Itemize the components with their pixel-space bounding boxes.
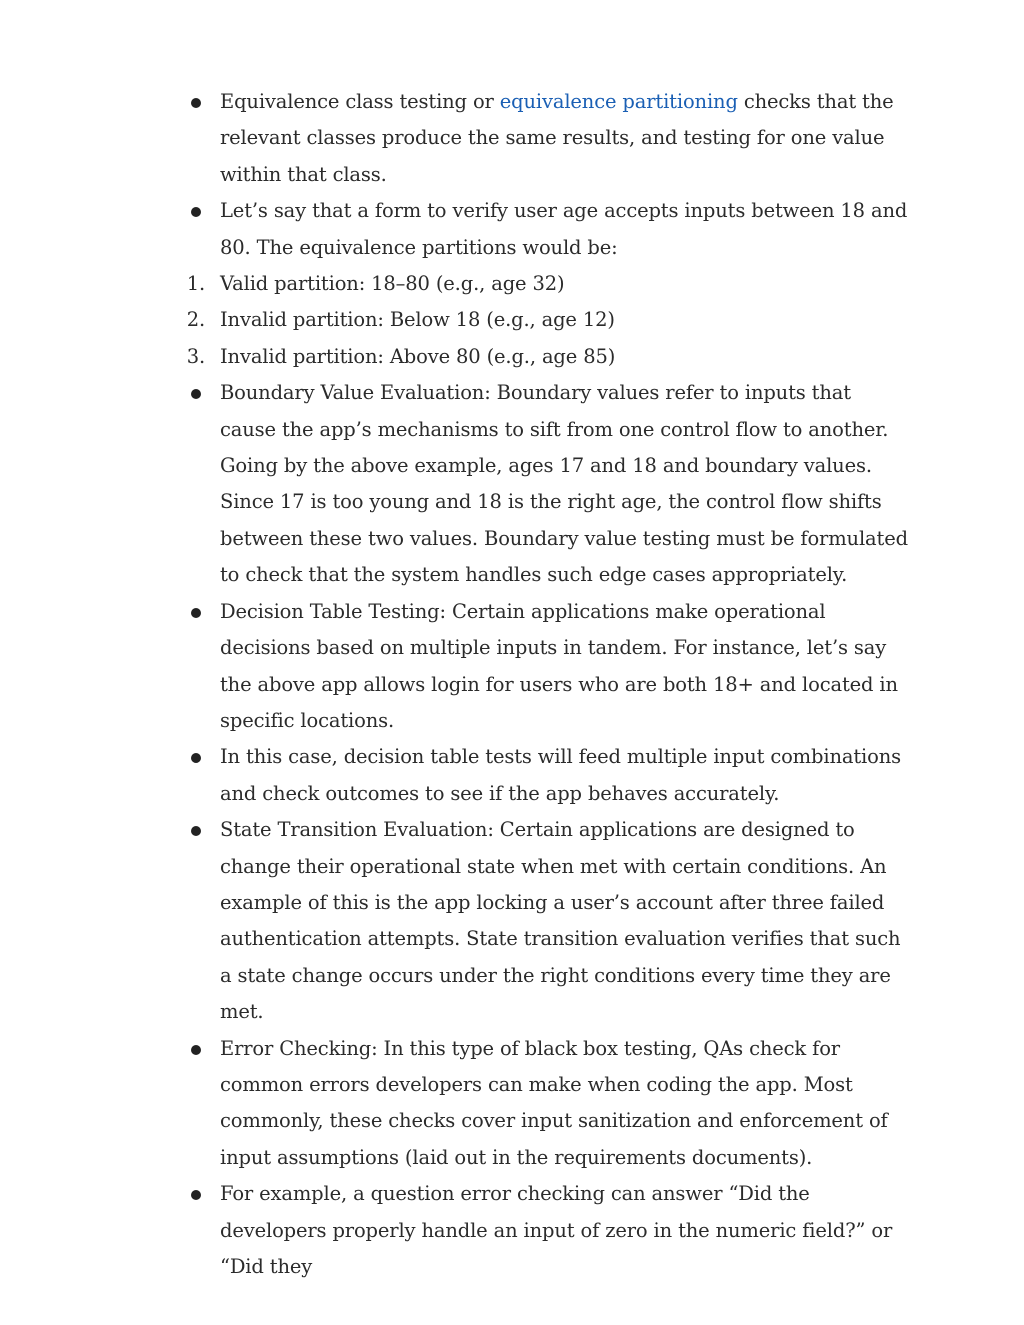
numbered-item	[0, 339, 910, 375]
list-item	[0, 812, 910, 1030]
number-marker: 1.	[186, 272, 205, 296]
bullet-marker	[191, 98, 201, 108]
number-marker: 3.	[186, 344, 205, 368]
bullet-marker	[191, 1190, 201, 1200]
list-item-text: Valid partition: 18–80 (e.g., age 32)	[220, 272, 565, 296]
bullet-marker	[191, 207, 201, 217]
list-item-text: Boundary Value Evaluation: Boundary values refer to inputs that cause the app’s mechanisms to sift from one control flow to another. Going by the above example, ages 17 and 18 and boundary values. Since 17 is too young and 18 is the right age, the control flow shifts between these two values. Boundary value testing must be formulated to check that the system handles such edge cases appropriately.	[220, 381, 908, 587]
list-item-text: Invalid partition: Below 18 (e.g., age 12)	[220, 308, 615, 332]
bullet-marker	[191, 389, 201, 399]
list-item	[0, 739, 910, 812]
list-item-text: For example, a question error checking can answer “Did the developers properly handle an input of zero in the numeric field?” or “Did they	[220, 1182, 893, 1278]
list-item	[0, 1031, 910, 1177]
list-item-text: Let’s say that a form to verify user age accepts inputs between 18 and 80. The equivalence partitions would be:	[220, 199, 908, 259]
list-item-text: In this case, decision table tests will feed multiple input combinations and check outcomes to see if the app behaves accurately.	[220, 745, 901, 805]
document-body	[0, 84, 1024, 1285]
bullet-marker	[191, 753, 201, 763]
equivalence-partitioning-link[interactable]: equivalence partitioning	[499, 90, 738, 113]
number-marker: 2.	[186, 308, 205, 332]
bullet-marker	[191, 1045, 201, 1055]
list-item	[0, 375, 910, 593]
bullet-marker	[191, 826, 201, 836]
list-item-text: Error Checking: In this type of black box testing, QAs check for common errors developers can make when coding the app. Most commonly, these checks cover input sanitization and enforcement of input assumptions (laid out in the requirements documents).	[220, 1036, 888, 1169]
list-item-text: Decision Table Testing: Certain applications make operational decisions based on multiple inputs in tandem. For instance, let’s say the above app allows login for users who are both 18+ and located in specific locations.	[220, 599, 898, 732]
list-item-text: Equivalence class testing or	[220, 90, 500, 113]
list-item	[0, 1176, 910, 1285]
list-item-text: checks that the relevant classes produce the same results, and testing for one value within that class.	[220, 90, 894, 186]
list-item-text: Invalid partition: Above 80 (e.g., age 85)	[220, 344, 616, 368]
list-item	[0, 594, 910, 740]
bullet-marker	[191, 608, 201, 618]
list-item-text: State Transition Evaluation: Certain applications are designed to change their operational state when met with certain conditions. An example of this is the app locking a user’s account after three failed authentication attempts. State transition evaluation verifies that such a state change occurs under the right conditions every time they are met.	[220, 818, 901, 1024]
list-item	[0, 84, 910, 193]
list-item	[0, 193, 910, 266]
numbered-item	[0, 266, 910, 302]
numbered-item	[0, 302, 910, 338]
